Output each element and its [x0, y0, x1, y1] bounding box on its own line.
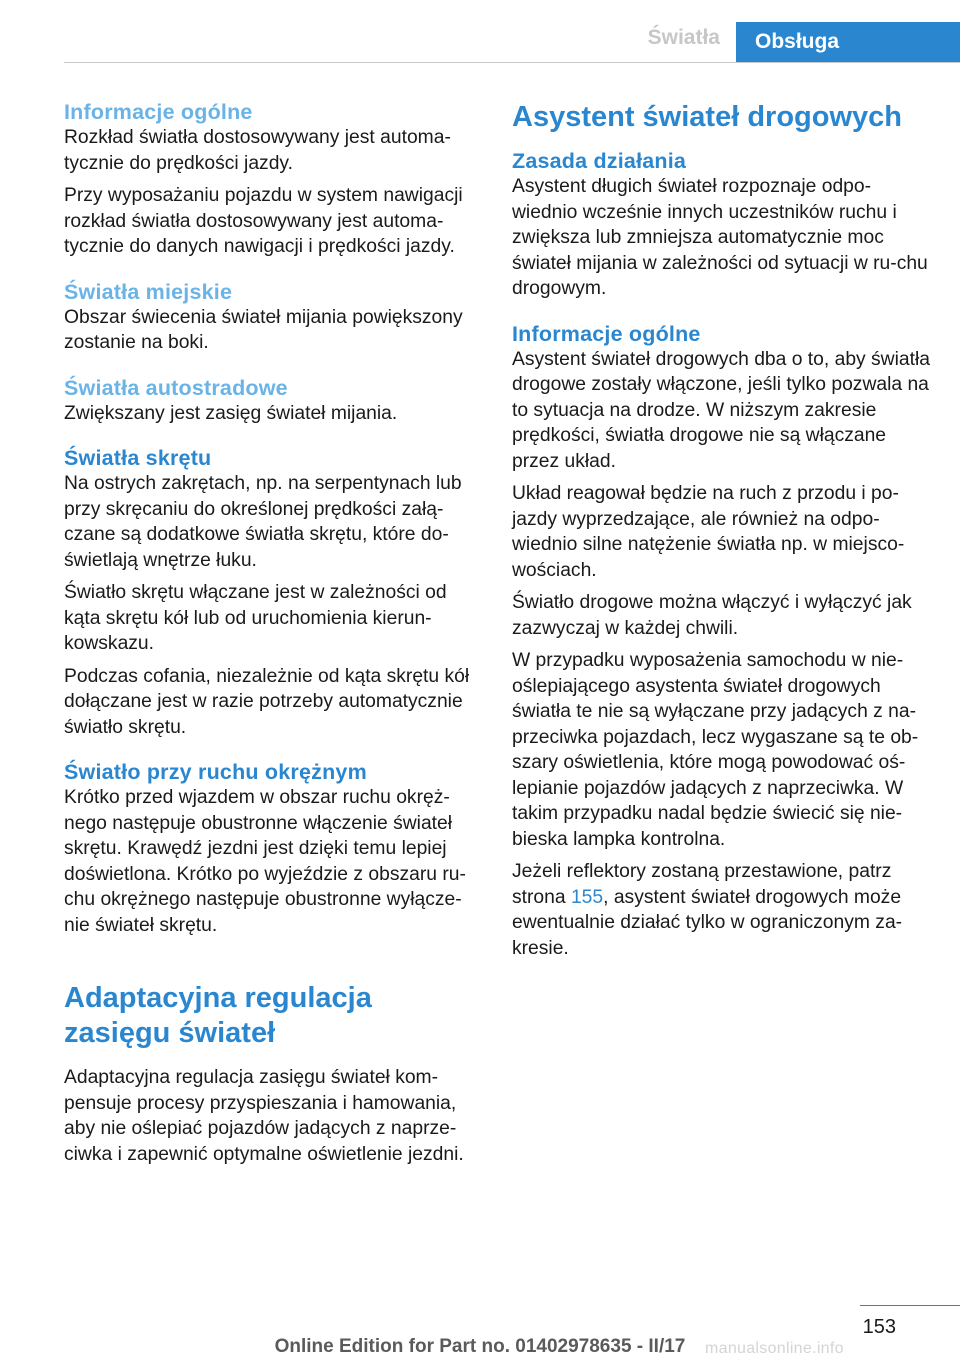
paragraph: Zwiększany jest zasięg świateł mijania. [64, 402, 398, 424]
paragraph: Obszar świecenia świateł mijania powiększony zostanie na boki. [64, 306, 463, 353]
turn-lights-heading: Światła skrętu [64, 446, 212, 470]
paragraph: Krótko przed wjazdem w obszar ruchu okręż‐nego następuje obustronne włączenie świateł skrętu. Krawędź jezdni jest dzięki temu lepiej doświetlona. Krótko po wyjeździe z obszaru ru‐chu okrężnego następuje obustronne wyłącze‐nie świateł skrętu. [64, 787, 466, 936]
paragraph [512, 859, 932, 961]
edition-text: Online Edition for Part no. 01402978635 - II/17 [274, 1336, 686, 1357]
right-column [512, 100, 932, 968]
paragraph: Układ reagował będzie na ruch z przodu i po‐jazdy wyprzedzające, ale również na odpo‐wiednio silne natężenie światła np. w miejsco‐wościach. [512, 483, 905, 581]
adaptive-range-heading [64, 981, 480, 1051]
paragraph: Asystent długich świateł rozpoznaje odpo‐wiednio wcześnie innych uczestników ruchu i zwiększa lub zmniejsza automatycznie moc świateł mijania w zależności od sytuacji w ru‐chu drogowym. [512, 176, 928, 299]
heading-line: Adaptacyjna regulacja [64, 982, 372, 1014]
city-lights-heading: Światła miejskie [64, 279, 233, 304]
paragraph: Asystent świateł drogowych dba o to, aby światła drogowe zostały włączone, jeśli tylko pozwala na to sytuacja na drodze. W niższym zakresie prędkości, światła drogowe nie są włączane przez układ. [512, 348, 930, 472]
principle-heading: Zasada działania [512, 149, 687, 173]
paragraph: Światło drogowe można włączyć i wyłączyć jak zazwyczaj w każdej chwili. [512, 592, 912, 639]
general-info-heading: Informacje ogólne [512, 321, 701, 346]
roundabout-light-heading: Światło przy ruchu okrężnym [64, 760, 367, 784]
page-link[interactable]: 155 [570, 886, 604, 908]
left-column [64, 100, 480, 1174]
general-info-heading: Informacje ogólne [64, 100, 253, 124]
paragraph: Adaptacyjna regulacja zasięgu świateł kom‐pensuje procesy przyspieszania i hamowania, aby nie oślepiać pojazdów jadących z naprze‐ciwka i zapewnić optymalne oświetlenie jezdni. [64, 1067, 464, 1165]
footer-rule [860, 1305, 960, 1306]
header-rule [64, 62, 960, 63]
chapter-tab[interactable]: Obsługa [736, 22, 960, 62]
paragraph: W przypadku wyposażenia samochodu w nie‐oślepiającego asystenta świateł drogowych światła te nie są wyłączane przy jadących z na‐przeciwka pojazdach, lecz wygaszane są te ob‐szary oświetlenia, które mogą powodować oś‐lepianie pojazdów jadących z naprzeciwka. W takim przypadku nadal będzie świecić się nie‐bieska lampka kontrolna. [512, 650, 919, 850]
high-beam-assistant-heading: Asystent świateł drogowych [512, 101, 902, 133]
paragraph: Rozkład światła dostosowywany jest automa‐tycznie do prędkości jazdy. [64, 127, 451, 174]
paragraph: Podczas cofania, niezależnie od kąta skrętu kół dołączane jest w razie potrzeby automatycznie światło skrętu. [64, 665, 470, 738]
paragraph: Światło skrętu włączane jest w zależności od kąta skrętu kół lub od uruchomienia kierun‐kowskazu. [64, 582, 447, 654]
heading-line: zasięgu świateł [64, 1017, 276, 1049]
paragraph-text: Jeżeli reflektory zostaną przestawione, patrz strona [512, 861, 892, 908]
paragraph-text: , asystent świateł drogowych może ewentualnie działać tylko w ograniczonym za‐kresie. [512, 886, 903, 959]
paragraph: Na ostrych zakrętach, np. na serpentynach lub przy skręcaniu do określonej prędkości załą‐czane są dodatkowe światła skrętu, które do‐świetlają wnętrze łuku. [64, 473, 462, 571]
section-tab[interactable]: Światła [647, 26, 720, 49]
motorway-lights-heading: Światła autostradowe [64, 375, 288, 400]
paragraph: Przy wyposażaniu pojazdu w system nawigacji rozkład światła dostosowywany jest automa‐tycznie do danych nawigacji i prędkości jazdy. [64, 185, 463, 257]
watermark: manualsonline.info [705, 1340, 844, 1357]
page-number: 153 [862, 1316, 896, 1338]
